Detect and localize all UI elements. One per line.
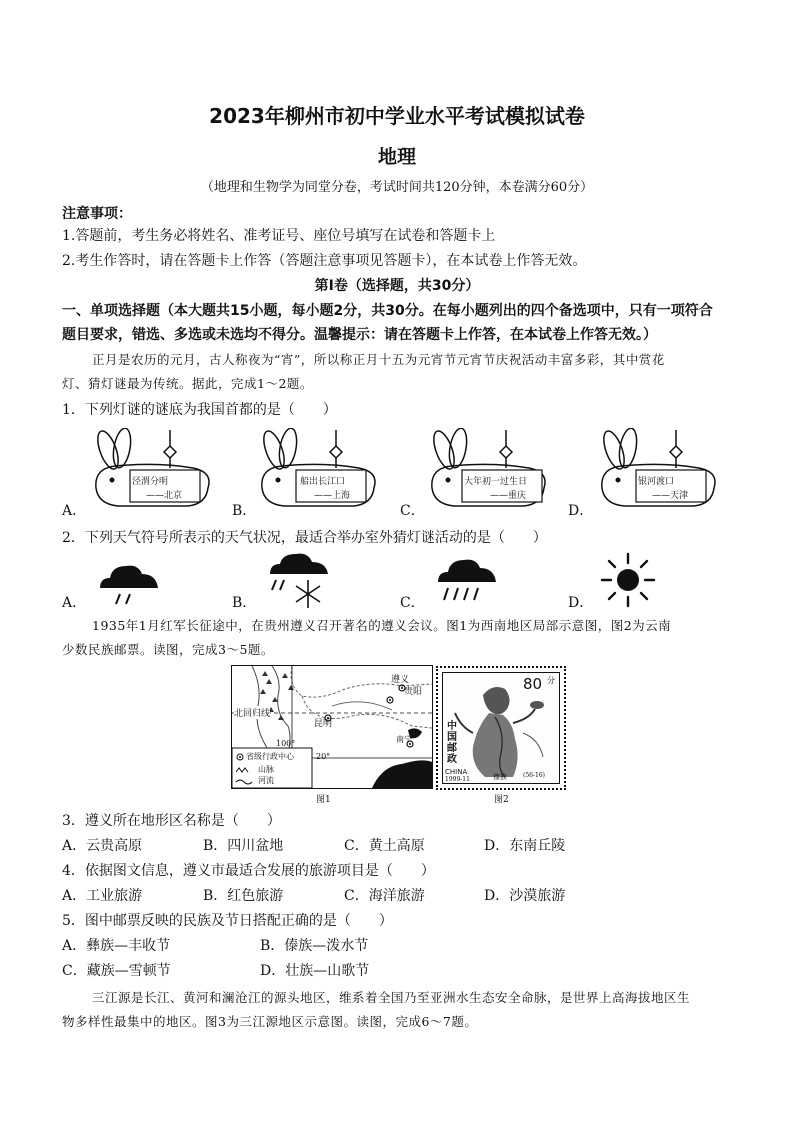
q5-option-d[interactable]: D．壮族—山歌节 [260, 963, 370, 979]
question-1-stem: 1．下列灯谜的谜底为我国首都的是（ ） [62, 402, 337, 418]
legend-river: 河流 [258, 776, 274, 785]
map-label-lon100: 100° [276, 739, 296, 748]
q1-option-c-letter[interactable]: C． [400, 503, 425, 519]
q1-option-d-letter[interactable]: D． [568, 503, 594, 519]
q1-option-c-riddle: 大年初一过生日 [464, 477, 528, 487]
q3-option-a[interactable]: A．云贵高原 [62, 838, 143, 854]
stamp-china: CHINA [445, 768, 468, 776]
passage-1-line-2: 灯、猜灯谜最为传统。据此，完成1～2题。 [62, 376, 313, 391]
stamp-serial: (56-16) [523, 772, 545, 779]
q1-option-a-riddle: 泾渭分明 [132, 477, 169, 487]
map-label-tropic: 北回归线 [234, 706, 270, 719]
passage-3-line-1: 三江源是长江、黄河和澜沧江的源头地区，维系着全国乃至亚洲水生态安全命脉，是世界上高海拔地区生 [92, 990, 691, 1005]
exam-note: （地理和生物学为同堂分卷，考试时间共120分钟，本卷满分60分） [200, 180, 594, 195]
map-label-guiyang: 贵阳 [404, 687, 423, 697]
q2-option-a-letter[interactable]: A． [62, 595, 87, 611]
q1-option-b-answer: ——上海 [314, 491, 351, 501]
q4-option-d[interactable]: D．沙漠旅游 [484, 888, 566, 904]
q5-option-a[interactable]: A．彝族—丰收节 [62, 938, 171, 954]
q4-option-a[interactable]: A．工业旅游 [62, 888, 143, 904]
stamp-year: 1999-11 [445, 776, 470, 783]
section-instruction-1: 一、单项选择题（本大题共15小题，每小题2分，共30分。在每小题列出的四个备选项中，只有一项符合 [62, 303, 713, 319]
q3-option-d[interactable]: D．东南丘陵 [484, 838, 566, 854]
figure-1-map [231, 665, 433, 789]
legend-mountain: 山脉 [258, 765, 274, 774]
q5-option-c[interactable]: C．藏族—雪顿节 [62, 963, 171, 979]
stamp-value-unit: 分 [547, 676, 555, 685]
q3-option-b[interactable]: B．四川盆地 [203, 838, 284, 854]
map-label-kunming: 昆明 [314, 719, 333, 729]
map-label-nanning: 南宁 [396, 735, 412, 744]
stamp-value: 80 [523, 675, 543, 693]
q1-option-c-answer: ——重庆 [490, 491, 527, 501]
legend-capital: 省级行政中心 [246, 752, 294, 761]
q2-option-c-letter[interactable]: C． [400, 595, 425, 611]
passage-2-line-2: 少数民族邮票。读图，完成3～5题。 [62, 642, 274, 657]
notice-item-1: 1.答题前，考生务必将姓名、准考证号、座位号填写在试卷和答题卡上 [62, 228, 496, 244]
exam-title: 2023年柳州市初中学业水平考试模拟试卷 [209, 104, 585, 128]
map-label-lat20: 20° [316, 752, 331, 761]
notice-heading: 注意事项： [62, 206, 132, 222]
question-4-stem: 4．依据图文信息，遵义市最适合发展的旅游项目是（ ） [62, 863, 435, 879]
stamp-ethnic: 傣族 [493, 773, 507, 781]
q2-option-b-letter[interactable]: B． [232, 595, 257, 611]
q1-option-a-letter[interactable]: A． [62, 503, 87, 519]
q2-option-d-letter[interactable]: D． [568, 595, 594, 611]
q3-option-c[interactable]: C．黄土高原 [344, 838, 425, 854]
passage-1-line-1: 正月是农历的元月，古人称夜为“宵”，所以称正月十五为元宵节元宵节庆祝活动丰富多彩，其中赏花 [92, 352, 665, 367]
sunny-icon[interactable] [600, 552, 656, 612]
q1-option-d-riddle: 银河渡口 [638, 477, 675, 487]
passage-2-line-1: 1935年1月红军长征途中，在贵州遵义召开著名的遵义会议。图1为西南地区局部示意图，图2为云南 [92, 618, 672, 633]
notice-item-2: 2.考生作答时，请在答题卡上作答（答题注意事项见答题卡），在本试卷上作答无效。 [62, 253, 587, 269]
question-3-stem: 3．遵义所在地形区名称是（ ） [62, 813, 281, 829]
q1-option-b-riddle: 船出长江口 [300, 477, 346, 487]
q1-option-b-letter[interactable]: B． [232, 503, 257, 519]
sleet-icon[interactable] [264, 552, 336, 614]
question-5-stem: 5．图中邮票反映的民族及节日搭配正确的是（ ） [62, 913, 393, 929]
map-label-zunyi: 遵义 [391, 675, 410, 685]
figure-2-caption: 图2 [494, 795, 509, 805]
figure-1-caption: 图1 [316, 795, 331, 805]
section-instruction-2: 题目要求，错选、多选或未选均不得分。温馨提示：请在答题卡上作答，在本试卷上作答无效。） [62, 327, 657, 343]
light-rain-icon[interactable] [96, 560, 162, 614]
section-heading: 第Ⅰ卷（选择题，共30分） [314, 278, 480, 294]
q1-option-a-answer: ——北京 [146, 491, 183, 501]
rabbit-lantern-icon [424, 428, 549, 510]
figure-2-stamp [436, 666, 566, 790]
subject-title: 地理 [377, 146, 416, 168]
q4-option-c[interactable]: C．海洋旅游 [344, 888, 425, 904]
q4-option-b[interactable]: B．红色旅游 [203, 888, 284, 904]
stamp-country: 中国邮政 [447, 721, 457, 765]
question-2-stem: 2．下列天气符号所表示的天气状况，最适合举办室外猜灯谜活动的是（ ） [62, 530, 547, 546]
q5-option-b[interactable]: B．傣族—泼水节 [260, 938, 369, 954]
heavy-rain-icon[interactable] [434, 556, 500, 614]
q1-option-d-answer: ——天津 [652, 491, 689, 501]
passage-3-line-2: 物多样性最集中的地区。图3为三江源地区示意图。读图，完成6～7题。 [62, 1014, 478, 1029]
q1-option-c-lantern[interactable] [424, 428, 549, 510]
